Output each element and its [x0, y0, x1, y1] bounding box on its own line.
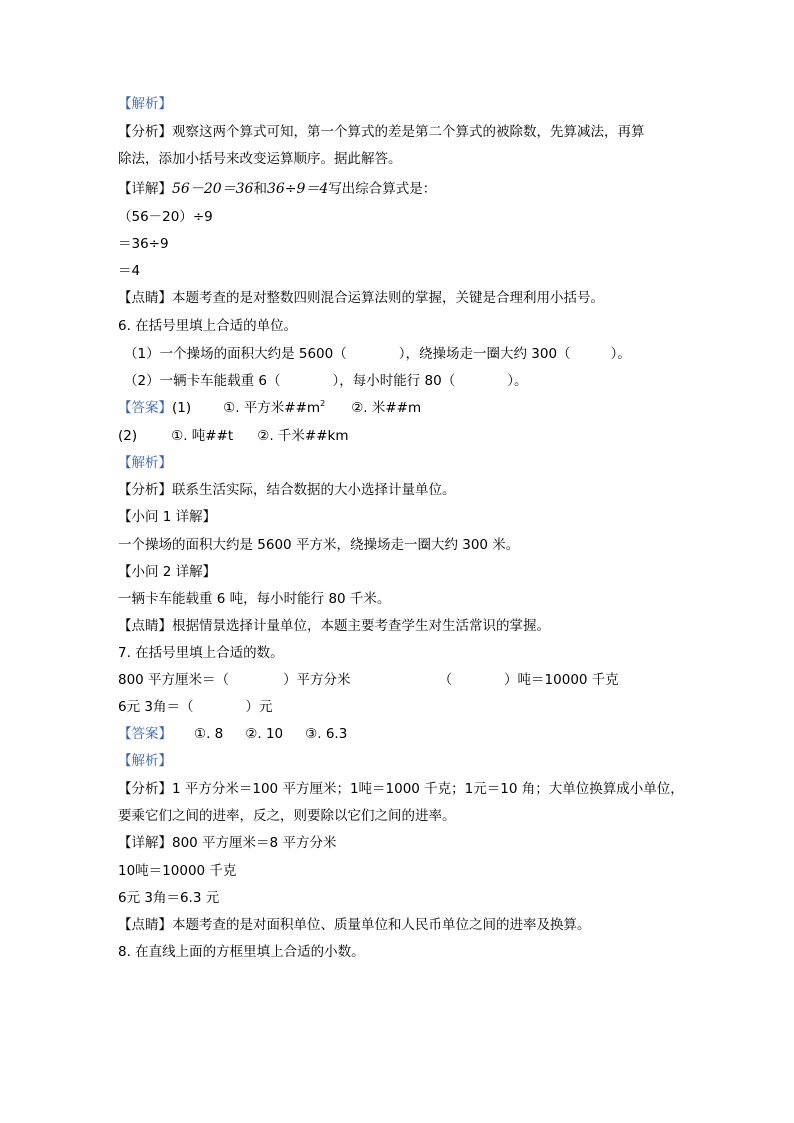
answer-tag: 【答案】 — [118, 400, 172, 416]
answer-part-label: (2) — [118, 428, 138, 444]
dianjing-text: 根据情景选择计量单位，本题主要考查学生对生活常识的掌握。 — [172, 618, 550, 634]
fenxi-text: 联系生活实际，结合数据的大小选择计量单位。 — [172, 482, 456, 498]
math-expression: 56－20＝36 — [172, 181, 254, 197]
q6-sub1-tag: 【小问 1 详解】 — [118, 509, 217, 525]
fenxi-tag: 【分析】 — [118, 781, 172, 797]
answer-item: ①. 吨##t — [171, 428, 234, 444]
q6-p2-text: ）。 — [507, 373, 528, 389]
q6-p1-text: （1）一个操场的面积大约是 5600（ — [124, 346, 347, 362]
xiangjie-text: 写出综合算式是： — [328, 181, 437, 197]
q6-sub2-tag: 【小问 2 详解】 — [118, 564, 217, 580]
answer-text: ①. 平方米##m — [223, 400, 321, 416]
q7-fenxi-line-1 — [118, 780, 684, 798]
q6-p2-text: ），每小时能行 80（ — [332, 373, 456, 389]
answer-item: ②. 米##m — [351, 400, 422, 416]
q7-xiangjie-step: 6元 3角＝6.3 元 — [118, 890, 220, 906]
q6-sub2-text: 一辆卡车能载重 6 吨，每小时能行 80 千米。 — [118, 591, 391, 607]
q6-title: 6. 在括号里填上合适的单位。 — [118, 318, 298, 334]
xiangjie-text: 800 平方厘米＝8 平方分米 — [172, 835, 337, 851]
q6-p2-text: （2）一辆卡车能载重 6（ — [124, 373, 281, 389]
jiexi-tag: 【解析】 — [118, 455, 172, 471]
q7-text: （ — [438, 672, 453, 688]
q6-answer-line-1 — [118, 399, 421, 417]
dianjing-tag: 【点睛】 — [118, 618, 172, 634]
answer-item: ②. 10 — [245, 726, 284, 742]
q7-line-2 — [118, 698, 272, 716]
superscript: 2 — [320, 399, 326, 408]
q7-answer-line — [118, 725, 347, 743]
q7-fenxi-line-2: 要乘它们之间的进率，反之，则要除以它们之间的进率。 — [118, 808, 456, 824]
q7-text: ）平方分米 — [283, 672, 351, 688]
q7-text: ）元 — [245, 699, 273, 715]
dianjing-text: 本题考查的是对整数四则混合运算法则的掌握，关键是合理利用小括号。 — [172, 290, 604, 306]
connector-text: 和 — [253, 181, 267, 197]
calc-step: ＝36÷9 — [118, 236, 169, 252]
xiangjie-tag: 【详解】 — [118, 181, 172, 197]
q7-text: ）吨＝10000 千克 — [504, 672, 619, 688]
q7-dianjing-line — [118, 916, 591, 934]
q7-text: 800 平方厘米＝（ — [118, 672, 230, 688]
answer-item — [223, 400, 325, 416]
q7-text: 6元 3角＝（ — [118, 699, 194, 715]
q7-xiangjie-step: 10吨＝10000 千克 — [118, 863, 237, 879]
fenxi-tag: 【分析】 — [118, 124, 172, 140]
q7-jiexi-heading — [118, 752, 172, 770]
calc-step: ＝4 — [118, 263, 141, 279]
q6-p1-text: ），绕操场走一圈大约 300（ — [398, 346, 571, 362]
dianjing-tag: 【点睛】 — [118, 917, 172, 933]
answer-item: ③. 6.3 — [305, 726, 348, 742]
fenxi-text: 除法，添加小括号来改变运算顺序。据此解答。 — [118, 151, 402, 167]
answer-tag: 【答案】 — [118, 726, 172, 742]
answer-part-label: (1) — [172, 400, 192, 416]
q6-dianjing-line — [118, 617, 550, 635]
q6-answer-line-2 — [118, 427, 349, 445]
answer-item: ①. 8 — [194, 726, 224, 742]
q6-part-2 — [124, 372, 527, 390]
dianjing-tag: 【点睛】 — [118, 290, 172, 306]
s5-dianjing-line — [118, 289, 604, 307]
q8-title: 8. 在直线上面的方框里填上合适的小数。 — [118, 944, 365, 960]
q6-fenxi-line — [118, 481, 456, 499]
xiangjie-tag: 【详解】 — [118, 835, 172, 851]
math-expression: 36÷9＝4 — [266, 181, 329, 197]
s5-fenxi-line-2 — [118, 150, 402, 168]
dianjing-text: 本题考查的是对面积单位、质量单位和人民币单位之间的进率及换算。 — [172, 917, 591, 933]
calc-step: （56－20）÷9 — [118, 209, 213, 225]
fenxi-text: 观察这两个算式可知，第一个算式的差是第二个算式的被除数，先算减法，再算 — [172, 124, 645, 140]
fenxi-tag: 【分析】 — [118, 482, 172, 498]
q6-p1-text: ）。 — [610, 346, 631, 362]
fenxi-text: 1 平方分米＝100 平方厘米；1吨＝1000 千克；1元＝10 角；大单位换算成小单位， — [172, 781, 684, 797]
s5-fenxi-line-1 — [118, 123, 645, 141]
jiexi-tag: 【解析】 — [118, 96, 172, 112]
q6-sub1-text: 一个操场的面积大约是 5600 平方米，绕操场走一圈大约 300 米。 — [118, 537, 520, 553]
q6-part-1 — [124, 345, 631, 363]
q6-jiexi-heading — [118, 454, 172, 472]
q7-line-1 — [118, 671, 619, 689]
q7-xiangjie-line — [118, 834, 336, 852]
answer-item: ②. 千米##km — [257, 428, 349, 444]
s5-xiangjie-line — [118, 180, 436, 198]
s5-jiexi-heading — [118, 95, 172, 113]
q7-title: 7. 在括号里填上合适的数。 — [118, 645, 284, 661]
jiexi-tag: 【解析】 — [118, 753, 172, 769]
